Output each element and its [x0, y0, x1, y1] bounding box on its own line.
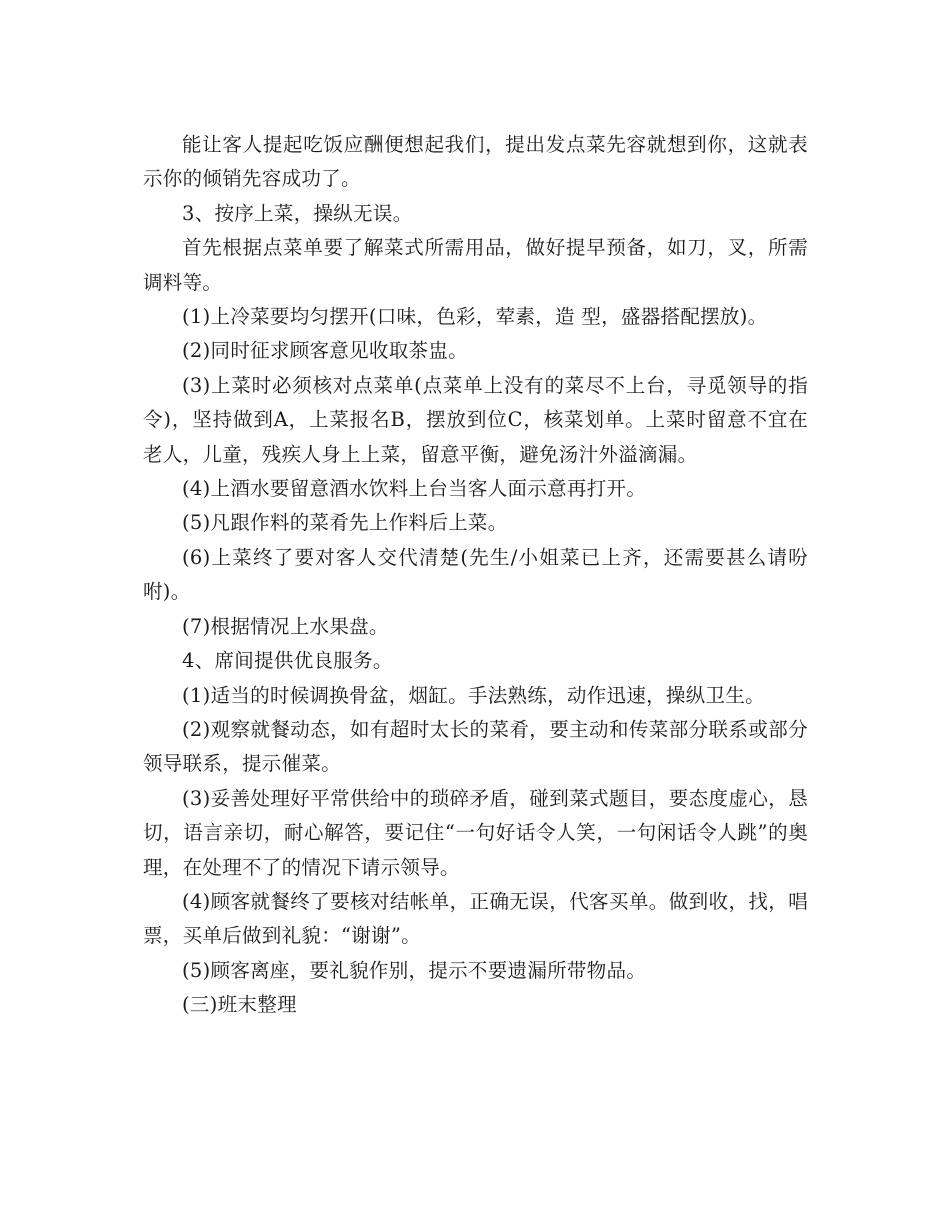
list-item-7: (7)根据情况上水果盘。 [182, 614, 389, 638]
list-item-6: (6)上菜终了要对客人交代清楚(先生/小姐菜已上齐，还需要甚么请吩咐)。 [143, 545, 808, 604]
paragraph-3: 首先根据点菜单要了解菜式所需用品，做好提早预备，如刀，叉，所需调料等。 [143, 236, 808, 294]
service-item-4: (4)顾客就餐终了要核对结帐单，正确无误，代客买单。做到收，找，唱票，买单后做到礼貌：“谢谢”。 [143, 889, 808, 948]
list-item-2: (2)同时征求顾客意见收取茶盅。 [182, 339, 468, 363]
service-item-1: (1)适当的时候调换骨盆，烟缸。手法熟练，动作迅速，操纵卫生。 [182, 683, 765, 707]
list-item-5: (5)凡跟作料的菜肴先上作料后上菜。 [182, 511, 508, 535]
document-body [143, 128, 808, 1023]
service-item-5: (5)顾客离座，要礼貌作别，提示不要遗漏所带物品。 [182, 958, 647, 982]
section-heading-4: 4、席间提供优良服务。 [182, 649, 393, 673]
service-item-3: (3)妥善处理好平常供给中的琐碎矛盾，碰到菜式题目，要态度虚心，恳切，语言亲切，耐心解答，要记住“一句好话令人笑，一句闲话令人跳”的奥理，在处理不了的情况下请示领导。 [143, 786, 808, 879]
paragraph-1: 能让客人提起吃饭应酬便想起我们，提出发点菜先容就想到你，这就表示你的倾销先容成功了。 [143, 133, 808, 191]
list-item-1: (1)上冷菜要均匀摆开(口味，色彩，荤素，造 型，盛器搭配摆放)。 [182, 305, 768, 329]
list-item-4: (4)上酒水要留意酒水饮料上台当客人面示意再打开。 [182, 477, 647, 501]
section-heading-3: 3、按序上菜，操纵无误。 [182, 201, 413, 225]
section-heading-end: (三)班末整理 [182, 993, 297, 1017]
list-item-3: (3)上菜时必须核对点菜单(点菜单上没有的菜尽不上台，寻觅领导的指令)，坚持做到A，上菜报名B，摆放到位C，核菜划单。上菜时留意不宜在老人，儿童，残疾人身上上菜，留意平衡，避免汤汁外溢滴漏。 [143, 373, 808, 466]
service-item-2: (2)观察就餐动态，如有超时太长的菜肴，要主动和传菜部分联系或部分领导联系，提示催菜。 [143, 717, 808, 776]
